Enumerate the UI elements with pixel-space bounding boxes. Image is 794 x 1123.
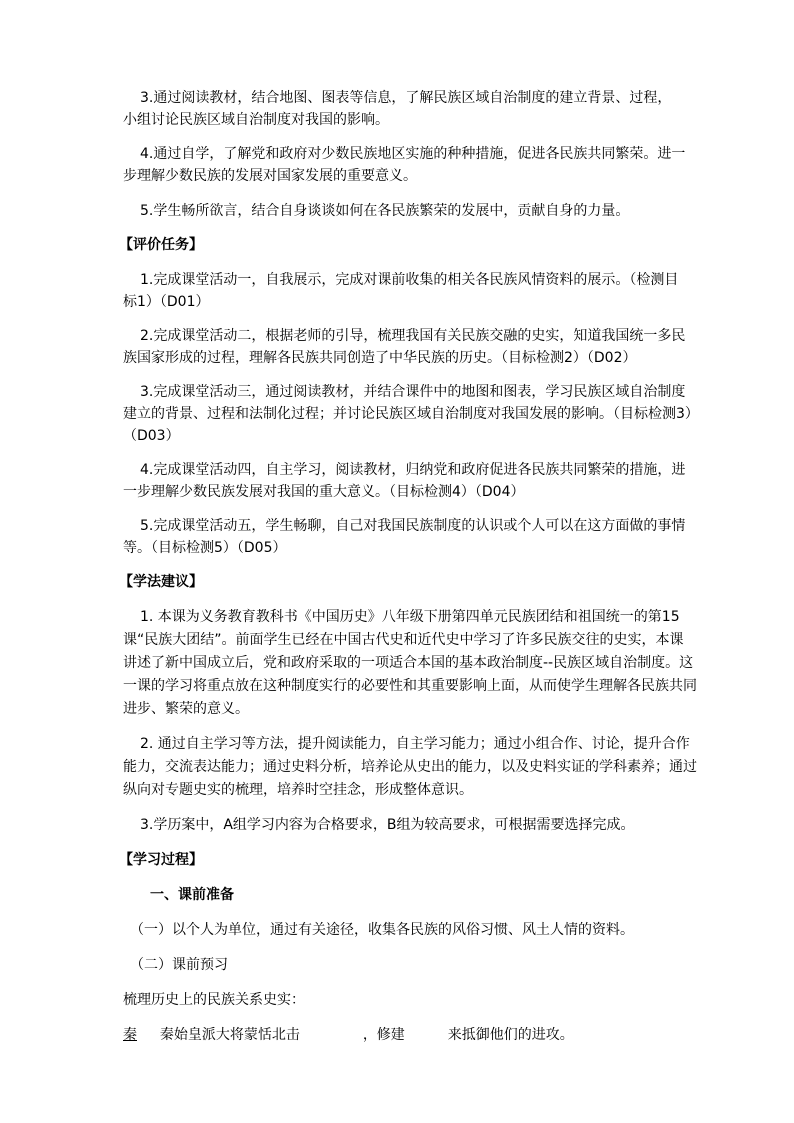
goal-3-line-1: 3.通过阅读教材，结合地图、图表等信息，了解民族区域自治制度的建立背景、过程， <box>140 90 672 106</box>
task-4-line-2: 一步理解少数民族发展对我国的重大意义。（目标检测4）（D04） <box>123 484 525 500</box>
task-2-line-1: 2.完成课堂活动二，根据老师的引导，梳理我国有关民族交融的史实，知道我国统一多民 <box>140 328 686 344</box>
advice-1-line-3: 讲述了新中国成立后，党和政府采取的一项适合本国的基本政治制度--民族区域自治制度。这 <box>123 655 694 671</box>
advice-2-line-3: 纵向对专题史实的梳理，培养时空挂念，形成整体意识。 <box>123 782 473 798</box>
task-5-line-1: 5.完成课堂活动五，学生畅聊，自己对我国民族制度的认识或个人可以在这方面做的事情 <box>140 518 686 534</box>
goal-3-line-2: 小组讨论民族区域自治制度对我国的影响。 <box>123 112 389 128</box>
section-1-title: 一、课前准备 <box>150 887 234 903</box>
task-1-line-1: 1.完成课堂活动一，自我展示，完成对课前收集的相关各民族风情资料的展示。（检测目 <box>140 272 679 288</box>
pre-class-item-1: （一）以个人为单位，通过有关途径，收集各民族的风俗习惯、风土人情的资料。 <box>130 922 634 938</box>
qin-text-a: 秦始皇派大将蒙恬北击 <box>159 1027 300 1043</box>
advice-1-line-2: 课“民族大团结”。前面学生已经在中国古代史和近代史中学习了许多民族交往的史实，本课 <box>123 632 684 648</box>
task-3-line-1: 3.完成课堂活动三，通过阅读教材，并结合课件中的地图和图表，学习民族区域自治制度 <box>140 384 686 400</box>
goal-4-line-1: 4.通过自学，了解党和政府对少数民族地区实施的种种措施，促进各民族共同繁荣。进一 <box>140 146 686 162</box>
task-5-line-2: 等。（目标检测5）（D05） <box>123 540 287 556</box>
qin-text-c: 来抵御他们的进攻。 <box>447 1027 574 1043</box>
pre-class-item-2: （二）课前预习 <box>130 957 228 973</box>
advice-heading: 【学法建议】 <box>119 574 203 590</box>
review-intro: 梳理历史上的民族关系史实： <box>123 992 305 1008</box>
task-4-line-1: 4.完成课堂活动四，自主学习，阅读教材，归纳党和政府促进各民族共同繁荣的措施，进 <box>140 462 686 478</box>
advice-2-line-2: 能力，交流表达能力；通过史料分析，培养论从史出的能力，以及史料实证的学科素养；通过 <box>123 759 697 775</box>
task-1-line-2: 标1）（D01） <box>123 294 210 310</box>
qin-label: 秦 <box>123 1027 137 1043</box>
advice-1-line-4: 一课的学习将重点放在这种制度实行的必要性和其重要影响上面，从而使学生理解各民族共同 <box>123 678 697 694</box>
advice-1-line-1: 1. 本课为义务教育教科书《中国历史》八年级下册第四单元民族团结和祖国统一的第15 <box>140 609 680 625</box>
evaluation-heading: 【评价任务】 <box>119 237 203 253</box>
qin-row <box>123 1025 574 1045</box>
advice-2-line-1: 2. 通过自主学习等方法，提升阅读能力，自主学习能力；通过小组合作、讨论，提升合作 <box>140 736 690 752</box>
goal-5: 5.学生畅所欲言，结合自身谈谈如何在各民族繁荣的发展中，贡献自身的力量。 <box>140 203 630 219</box>
task-3-line-3: （D03） <box>123 428 180 444</box>
advice-3: 3.学历案中，A组学习内容为合格要求，B组为较高要求，可根据需要选择完成。 <box>140 817 635 833</box>
goal-4-line-2: 步理解少数民族的发展对国家发展的重要意义。 <box>123 168 417 184</box>
qin-text-b: ，修建 <box>362 1027 405 1043</box>
task-2-line-2: 族国家形成的过程，理解各民族共同创造了中华民族的历史。（目标检测2）（D02） <box>123 350 637 366</box>
advice-1-line-5: 进步、繁荣的意义。 <box>123 701 249 717</box>
process-heading: 【学习过程】 <box>119 852 203 868</box>
task-3-line-2: 建立的背景、过程和法制化过程；并讨论民族区域自治制度对我国发展的影响。（目标检测3） <box>123 406 699 422</box>
